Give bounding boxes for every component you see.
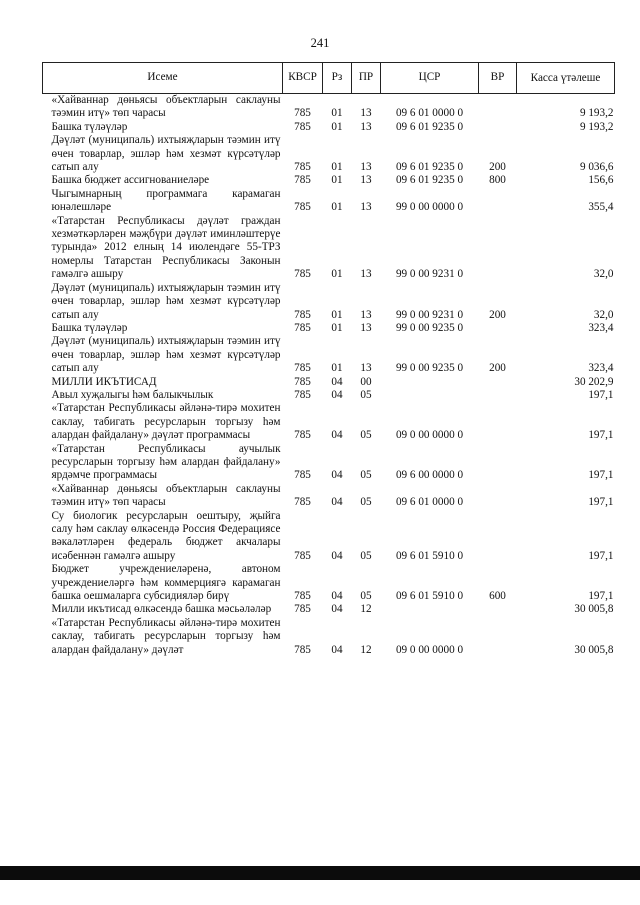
row-csr: 99 0 00 9235 0 [395, 321, 464, 334]
row-name: «Хайваннар дөньясы объектларын саклауны тәэмин итү» төп чарасы [51, 482, 281, 509]
table-row [43, 188, 615, 215]
row-csr: 09 6 00 0000 0 [395, 469, 464, 482]
row-kvsr: 785 [294, 590, 311, 603]
row-kvsr: 785 [294, 643, 311, 656]
row-name: Дәүләт (муниципаль) ихтыяҗларын тәэмин итү өчен товарлар, эшләр һәм хезмәт күрсәтүләр сатып алу [51, 281, 281, 321]
row-pr: 13 [360, 107, 372, 120]
row-rz: 04 [331, 549, 343, 562]
row-rz: 04 [331, 469, 343, 482]
row-sum: 9 193,2 [579, 107, 614, 120]
row-csr: 99 0 00 0000 0 [395, 201, 464, 214]
row-kvsr: 785 [294, 120, 311, 133]
header-pr: ПР [352, 63, 381, 94]
row-rz: 01 [331, 120, 343, 133]
row-vr [479, 483, 517, 510]
row-sum: 197,1 [588, 469, 614, 482]
row-vr: 200 [489, 362, 506, 375]
table-row [43, 389, 615, 402]
row-name: «Татарстан Республикасы дәүләт граждан хезмәткәрләрен мәҗбүри дәүләт иминләштерүе турында» 2012 елның 14 июлендәге 55-ТРЗ номерлы Татарстан Республикасы Законын гамәлгә ашыру [51, 214, 281, 281]
row-pr: 12 [360, 643, 372, 656]
row-vr: 600 [489, 590, 506, 603]
row-kvsr: 785 [294, 496, 311, 509]
table-row [43, 174, 615, 187]
table-header [43, 63, 615, 94]
row-name: Башка түләүләр [51, 120, 128, 133]
row-sum: 197,1 [588, 590, 614, 603]
row-csr: 09 6 01 9235 0 [395, 120, 464, 133]
row-csr: 99 0 00 9231 0 [395, 268, 464, 281]
table-row [43, 335, 615, 375]
row-pr: 13 [360, 362, 372, 375]
row-csr: 09 6 01 9235 0 [395, 174, 464, 187]
row-pr: 13 [360, 174, 372, 187]
table-row [43, 322, 615, 335]
row-kvsr: 785 [294, 308, 311, 321]
row-sum: 32,0 [593, 308, 614, 321]
row-pr: 13 [360, 321, 372, 334]
row-vr [479, 402, 517, 442]
row-pr: 13 [360, 268, 372, 281]
row-pr: 00 [360, 375, 372, 388]
header-kvsr: КВСР [283, 63, 323, 94]
row-kvsr: 785 [294, 603, 311, 616]
row-rz: 04 [331, 496, 343, 509]
table-row [43, 617, 615, 657]
row-name: Милли икътисад өлкәсендә башка мәсьәләләр [51, 603, 272, 616]
row-name: «Хайваннар дөньясы объектларын саклауны тәэмин итү» төп чарасы [51, 94, 281, 120]
row-rz: 04 [331, 603, 343, 616]
row-pr: 12 [360, 603, 372, 616]
row-sum: 9 193,2 [579, 120, 614, 133]
row-pr: 05 [360, 496, 372, 509]
table-row [43, 121, 615, 134]
row-vr [479, 322, 517, 335]
row-csr: 99 0 00 9231 0 [395, 308, 464, 321]
row-vr [479, 121, 517, 134]
row-name: Бюджет учреждениеләренә, автоном учреждениеләргә һәм коммерциягә карамаган башка оешмаларга субсидияләр бирү [51, 563, 281, 603]
row-csr [381, 376, 479, 389]
header-vr: ВР [479, 63, 517, 94]
row-pr: 05 [360, 549, 372, 562]
row-kvsr: 785 [294, 429, 311, 442]
table-row [43, 510, 615, 564]
row-sum: 156,6 [588, 174, 614, 187]
budget-table [42, 62, 615, 657]
row-vr [479, 215, 517, 282]
row-vr [479, 188, 517, 215]
row-csr [381, 389, 479, 402]
row-vr: 800 [489, 174, 506, 187]
row-rz: 04 [331, 388, 343, 401]
row-vr: 200 [489, 161, 506, 174]
page-number: 241 [310, 36, 330, 50]
row-csr [381, 603, 479, 616]
row-rz: 04 [331, 429, 343, 442]
row-kvsr: 785 [294, 375, 311, 388]
row-vr [479, 94, 517, 121]
row-vr [479, 443, 517, 483]
row-vr [479, 510, 517, 564]
row-name: Дәүләт (муниципаль) ихтыяҗларын тәэмин итү өчен товарлар, эшләр һәм хезмәт күрсәтүләр сатып алу [51, 134, 281, 174]
row-pr: 13 [360, 120, 372, 133]
row-csr: 09 6 01 5910 0 [395, 549, 464, 562]
row-name: «Татарстан Республикасы аучылык ресурсларын торгызу һәм алардан файдалану» ярдәмче программасы [51, 442, 281, 482]
row-kvsr: 785 [294, 161, 311, 174]
table-row [43, 563, 615, 603]
table-row [43, 483, 615, 510]
row-sum: 355,4 [588, 201, 614, 214]
row-rz: 01 [331, 174, 343, 187]
row-name: Башка түләүләр [51, 321, 128, 334]
row-rz: 04 [331, 643, 343, 656]
row-name: Авыл хуҗалыгы һәм балыкчылык [51, 388, 214, 401]
row-csr: 99 0 00 9235 0 [395, 362, 464, 375]
row-name: Чыгымнарның программага карамаган юнәлешләре [51, 187, 281, 214]
row-csr: 09 6 01 0000 0 [395, 496, 464, 509]
table-row [43, 94, 615, 121]
row-sum: 32,0 [593, 268, 614, 281]
row-vr [479, 389, 517, 402]
row-name: МИЛЛИ ИКЪТИСАД [51, 375, 157, 388]
row-sum: 323,4 [588, 321, 614, 334]
header-rz: Рз [323, 63, 352, 94]
row-kvsr: 785 [294, 201, 311, 214]
table-row [43, 215, 615, 282]
row-kvsr: 785 [294, 321, 311, 334]
row-csr: 09 6 01 0000 0 [395, 107, 464, 120]
table-row [43, 402, 615, 442]
row-pr: 05 [360, 469, 372, 482]
row-kvsr: 785 [294, 549, 311, 562]
table-row [43, 134, 615, 174]
header-sum: Касса үтәлеше [517, 63, 615, 94]
row-rz: 01 [331, 107, 343, 120]
row-sum: 30 202,9 [574, 375, 614, 388]
row-kvsr: 785 [294, 469, 311, 482]
row-rz: 01 [331, 268, 343, 281]
row-pr: 05 [360, 388, 372, 401]
row-vr [479, 617, 517, 657]
row-name: Башка бюджет ассигнованиеләре [51, 174, 210, 187]
row-name: «Татарстан Республикасы әйләнә-тирә мохитен саклау, табигать ресурсларын торгызу һәм алардан файдалану» дәүләт программасы [51, 402, 281, 442]
row-pr: 05 [360, 590, 372, 603]
table-row [43, 443, 615, 483]
row-csr: 09 0 00 0000 0 [395, 643, 464, 656]
row-rz: 01 [331, 308, 343, 321]
header-name: Исеме [43, 63, 283, 94]
row-pr: 13 [360, 308, 372, 321]
header-csr: ЦСР [381, 63, 479, 94]
row-sum: 30 005,8 [574, 643, 614, 656]
row-vr [479, 376, 517, 389]
row-kvsr: 785 [294, 107, 311, 120]
scan-edge-bar [0, 866, 640, 880]
row-kvsr: 785 [294, 174, 311, 187]
row-sum: 323,4 [588, 362, 614, 375]
row-csr: 09 6 01 5910 0 [395, 590, 464, 603]
row-sum: 9 036,6 [579, 161, 614, 174]
row-csr: 09 6 01 9235 0 [395, 161, 464, 174]
row-sum: 197,1 [588, 496, 614, 509]
row-rz: 01 [331, 362, 343, 375]
row-rz: 01 [331, 201, 343, 214]
row-pr: 13 [360, 161, 372, 174]
table-body [43, 94, 615, 658]
row-pr: 13 [360, 201, 372, 214]
row-sum: 30 005,8 [574, 603, 614, 616]
row-rz: 04 [331, 590, 343, 603]
row-name: «Татарстан Республикасы әйләнә-тирә мохитен саклау, табигать ресурсларын торгызу һәм алардан файдалану» дәүләт [51, 616, 281, 656]
row-kvsr: 785 [294, 362, 311, 375]
row-name: Дәүләт (муниципаль) ихтыяҗларын тәэмин итү өчен товарлар, эшләр һәм хезмәт күрсәтүләр сатып алу [51, 335, 281, 375]
row-kvsr: 785 [294, 268, 311, 281]
row-sum: 197,1 [588, 388, 614, 401]
row-name: Су биологик ресурсларын оештыру, җыйга салу һәм саклау өлкәсендә Россия Федерациясе вәкаләтләрен федераль бюджет акчалары исәбеннән гамәлгә ашыру [51, 509, 281, 562]
row-rz: 01 [331, 161, 343, 174]
row-csr: 09 0 00 0000 0 [395, 429, 464, 442]
table-row [43, 282, 615, 322]
row-sum: 197,1 [588, 429, 614, 442]
row-vr [479, 603, 517, 616]
row-vr: 200 [489, 308, 506, 321]
table-row [43, 603, 615, 616]
row-sum: 197,1 [588, 549, 614, 562]
table-row [43, 376, 615, 389]
row-kvsr: 785 [294, 388, 311, 401]
row-rz: 04 [331, 375, 343, 388]
row-pr: 05 [360, 429, 372, 442]
row-rz: 01 [331, 321, 343, 334]
